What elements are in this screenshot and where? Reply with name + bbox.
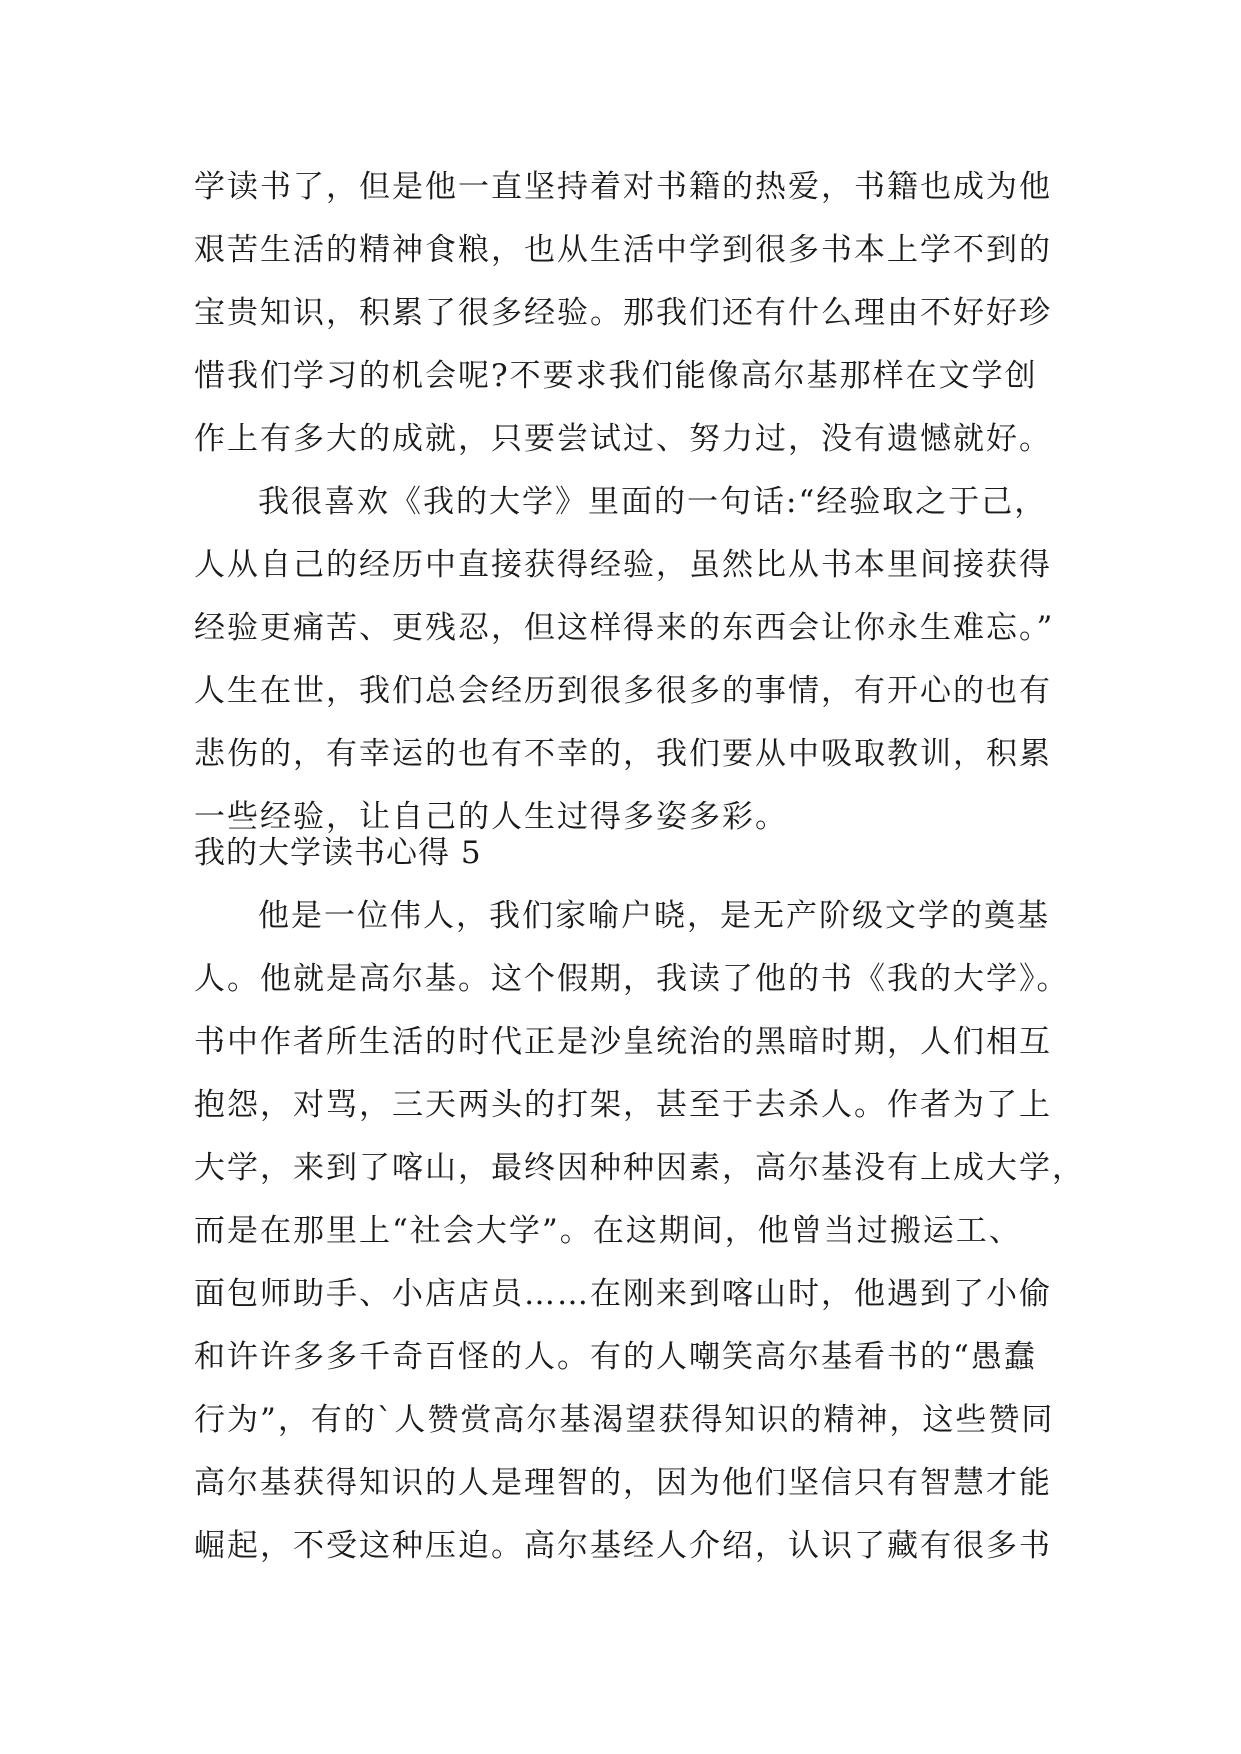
text-line: 高尔基获得知识的人是理智的，因为他们坚信只有智慧才能 — [194, 1465, 1052, 1501]
section-heading: 我的大学读书心得 5 — [194, 835, 482, 871]
text-line: 大学，来到了喀山，最终因种种因素，高尔基没有上成大学， — [194, 1150, 1085, 1186]
text-line: 经验更痛苦、更残忍，但这样得来的东西会让你永生难忘。” — [194, 610, 1055, 646]
text-line: 崛起，不受这种压迫。高尔基经人介绍，认识了藏有很多书 — [194, 1528, 1052, 1564]
text-line: 他是一位伟人，我们家喻户晓，是无产阶级文学的奠基 — [258, 898, 1050, 934]
text-line: 悲伤的，有幸运的也有不幸的，我们要从中吸取教训，积累 — [194, 736, 1052, 772]
text-line: 人。他就是高尔基。这个假期，我读了他的书《我的大学》。 — [194, 961, 1070, 997]
text-line: 学读书了，但是他一直坚持着对书籍的热爱，书籍也成为他 — [194, 169, 1052, 205]
section-heading-wrap — [194, 822, 1054, 885]
text-line: 一些经验，让自己的人生过得多姿多彩。 — [194, 799, 788, 835]
text-line: 我很喜欢《我的大学》里面的一句话:“经验取之于己， — [258, 484, 1048, 520]
text-line: 行为”，有的`人赞赏高尔基渴望获得知识的精神，这些赞同 — [194, 1402, 1055, 1438]
text-line: 而是在那里上“社会大学”。在这期间，他曾当过搬运工、 — [194, 1213, 1022, 1249]
text-line: 人生在世，我们总会经历到很多很多的事情，有开心的也有 — [194, 673, 1052, 709]
text-line: 宝贵知识，积累了很多经验。那我们还有什么理由不好好珍 — [194, 295, 1052, 331]
text-line: 和许许多多千奇百怪的人。有的人嘲笑高尔基看书的“愚蠢 — [194, 1339, 1037, 1375]
text-line: 惜我们学习的机会呢?不要求我们能像高尔基那样在文学创 — [194, 358, 1038, 394]
essay-continuation — [194, 156, 1054, 849]
essay-section-5 — [194, 885, 1085, 1578]
text-line: 人从自己的经历中直接获得经验，虽然比从书本里间接获得 — [194, 547, 1052, 583]
text-line: 作上有多大的成就，只要尝试过、努力过，没有遗憾就好。 — [194, 421, 1052, 457]
text-line: 书中作者所生活的时代正是沙皇统治的黑暗时期，人们相互 — [194, 1024, 1052, 1060]
text-line: 艰苦生活的精神食粮，也从生活中学到很多书本上学不到的 — [194, 232, 1052, 268]
text-line: 抱怨，对骂，三天两头的打架，甚至于去杀人。作者为了上 — [194, 1087, 1052, 1123]
text-line: 面包师助手、小店店员……在刚来到喀山时，他遇到了小偷 — [194, 1276, 1052, 1312]
